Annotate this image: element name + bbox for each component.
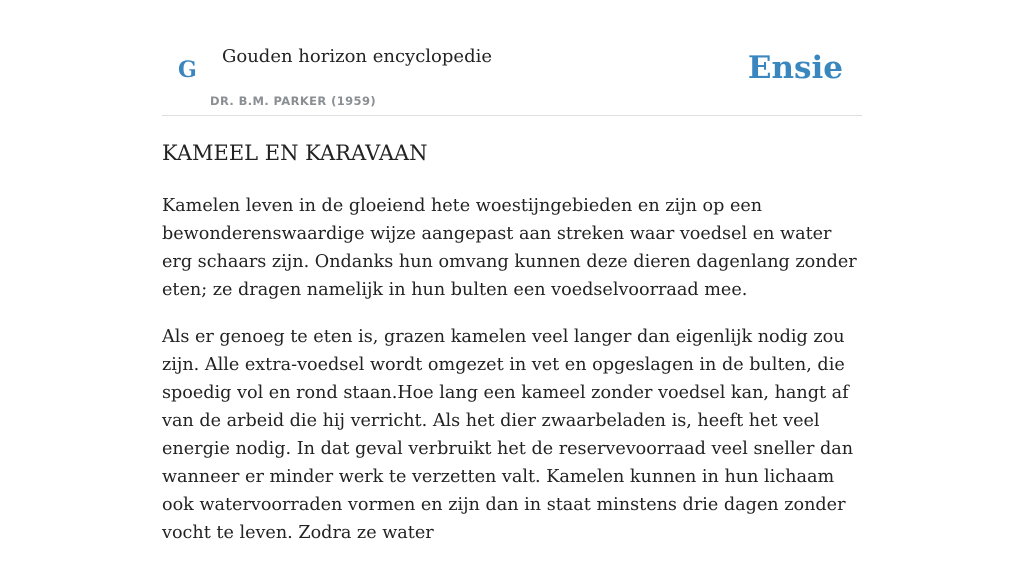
article-body xyxy=(162,192,862,566)
source-header xyxy=(162,0,862,116)
content-container xyxy=(162,0,862,543)
source-author: DR. B.M. PARKER (1959) xyxy=(210,94,377,108)
article-paragraph: Als er genoeg te eten is, grazen kamelen veel langer dan eigenlijk nodig zou zijn. Alle extra-voedsel wordt omgezet in vet en opgeslagen in de bulten, die spoedig vol en rond staan.Hoe lang een kameel zonder voedsel kan, hangt af van de arbeid die hij verricht. Als het dier zwaarbeladen is, heeft het veel energie nodig. In dat geval verbruikt het de reservevoorraad veel sneller dan wanneer er minder werk te verzetten valt. Kamelen kunnen in hun lichaam ook watervoorraden vormen en zijn dan in staat minstens drie dagen zonder vocht te leven. Zodra ze water xyxy=(162,327,854,543)
brand-logo-link[interactable]: Ensie xyxy=(747,50,843,86)
source-logo-badge[interactable]: G xyxy=(178,57,197,83)
article-title: KAMEEL EN KARAVAAN xyxy=(162,141,428,165)
article-paragraph: Kamelen leven in de gloeiend hete woestijngebieden en zijn op een bewonderenswaardige wijze aangepast aan streken waar voedsel en water erg schaars zijn. Ondanks hun omvang kunnen deze dieren dagenlang zonder eten; ze dragen namelijk in hun bulten een voedselvoorraad mee. xyxy=(162,196,857,300)
source-book-title[interactable]: Gouden horizon encyclopedie xyxy=(222,46,492,67)
